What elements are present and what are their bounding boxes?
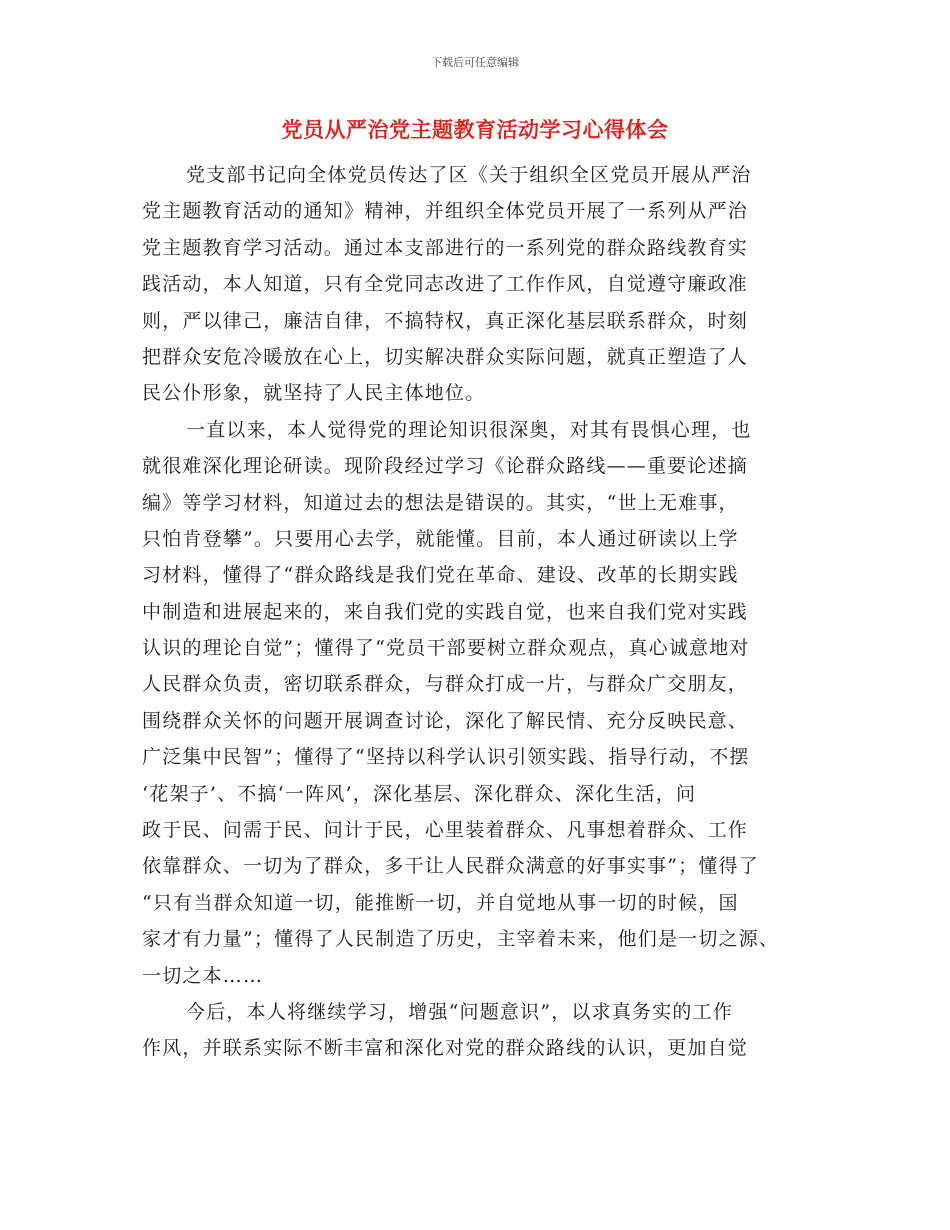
text-line: 则，严以律己，廉洁自律，不搞特权，真正深化基层联系群众，时刻 [142, 309, 749, 332]
text-line: 党主题教育学习活动。通过本支部进行的一系列党的群众路线教育实 [142, 236, 749, 259]
paragraph-2 [142, 412, 818, 994]
text-line: 今后，本人将继续学习，增强“问题意识”，以求真务实的工作 [186, 1000, 734, 1023]
text-line: 党支部书记向全体党员传达了区《关于组织全区党员开展从严治 [186, 164, 752, 186]
text-line: 家才有力量”；懂得了人民制造了历史，主宰着未来，他们是一切之源、 [142, 928, 780, 951]
text-line: 习材料，懂得了“群众路线是我们党在革命、建设、改革的长期实践 [142, 564, 739, 587]
header-note: 下载后可任意编辑 [431, 56, 519, 69]
text-line: 认识的理论自觉”；懂得了“党员干部要树立群众观点，真心诚意地对 [142, 637, 750, 660]
text-line: 践活动，本人知道，只有全党同志改进了工作作风，自觉遵守廉政准 [142, 273, 749, 296]
document-body [142, 157, 818, 1067]
text-line: 作风，并联系实际不断丰富和深化对党的群众路线的认识，更加自觉 [142, 1037, 749, 1060]
text-line: 政于民、问需于民、问计于民，心里装着群众、凡事想着群众、工作 [142, 819, 749, 842]
text-line: 围绕群众关怀的问题开展调查讨论，深化了解民情、充分反映民意、 [142, 709, 749, 732]
paragraph-3 [142, 994, 818, 1067]
paragraph-1 [142, 157, 818, 412]
text-line: 只怕肯登攀”。只要用心去学，就能懂。目前，本人通过研读以上学 [142, 527, 739, 550]
text-line: 广泛集中民智”；懂得了“坚持以科学认识引领实践、指导行动，不摆 [142, 746, 750, 769]
text-line: 人民群众负责，密切联系群众，与群众打成一片，与群众广交朋友， [142, 673, 749, 696]
text-line: 一直以来，本人觉得党的理论知识很深奥，对其有畏惧心理，也 [186, 418, 752, 441]
text-line: 中制造和进展起来的，来自我们党的实践自觉，也来自我们党对实践 [142, 600, 749, 623]
text-line: 把群众安危冷暖放在心上，切实解决群众实际问题，就真正塑造了人 [142, 345, 749, 368]
document-title: 党员从严治党主题教育活动学习心得体会 [281, 118, 669, 142]
text-line: 民公仆形象，就坚持了人民主体地位。 [142, 382, 486, 405]
text-line: 就很难深化理论研读。现阶段经过学习《论群众路线——重要论述摘 [142, 455, 749, 478]
text-line: 编》等学习材料，知道过去的想法是错误的。其实，“世上无难事， [142, 491, 739, 514]
text-line: ‘花架子’、不搞‘一阵风’，深化基层、深化群众、深化生活，问 [142, 782, 697, 805]
text-line: 党主题教育活动的通知》精神，并组织全体党员开展了一系列从严治 [142, 200, 749, 223]
text-line: “只有当群众知道一切，能推断一切，并自觉地从事一切的时候，国 [142, 891, 739, 914]
text-line: 一切之本…… [142, 964, 264, 987]
text-line: 依靠群众、一切为了群众，多干让人民群众满意的好事实事”；懂得了 [142, 855, 759, 878]
